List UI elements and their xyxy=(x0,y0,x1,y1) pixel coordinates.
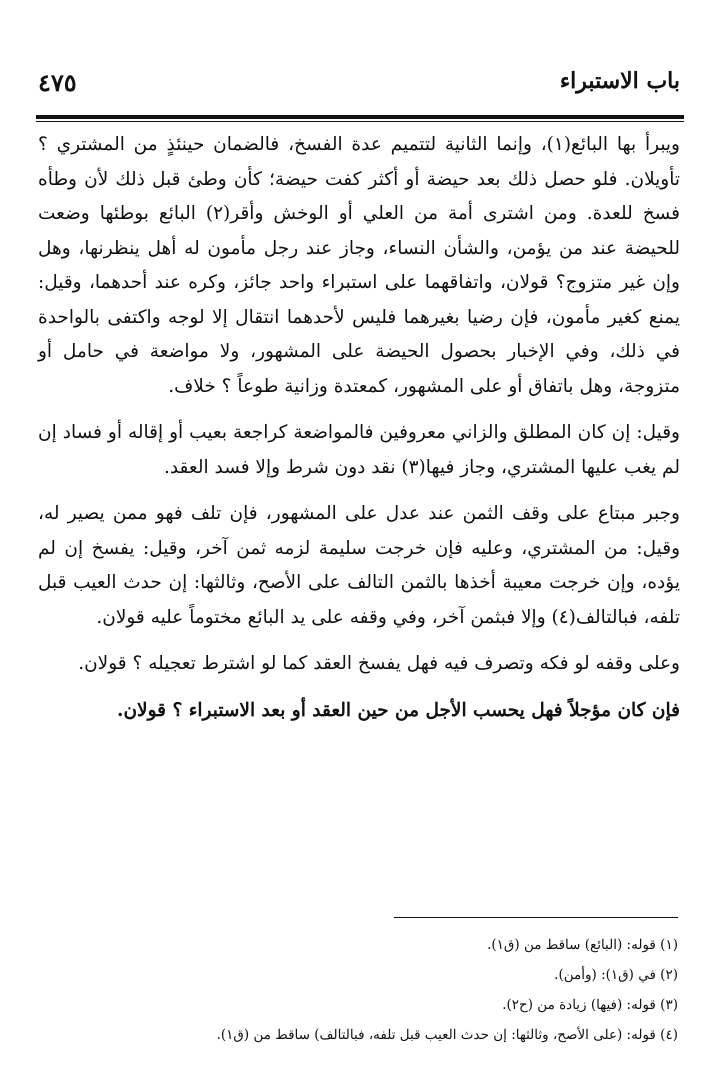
paragraph: وعلى وقفه لو فكه وتصرف فيه فهل يفسخ العقد كما لو اشترط تعجيله ؟ قولان. xyxy=(78,653,680,674)
header-rule xyxy=(36,115,684,119)
page-header xyxy=(38,68,680,108)
paragraph: وقيل: إن كان المطلق والزاني معروفين فالمواضعة كراجعة بعيب أو إقاله أو فساد إن لم يغب عليها المشتري، وجاز فيها(٣) نقد دون شرط وإلا فسد العقد. xyxy=(38,422,680,478)
paragraph: وجبر مبتاع على وقف الثمن عند عدل على المشهور، فإن تلف فهو ممن يصير له، وقيل: من المشتري، وعليه فإن خرجت سليمة لزمه ثمن آخر، وقيل: يفسخ إن لم يؤده، وإن خرجت معيبة أخذها بالثمن التالف على الأصح، وثالثها: إن حدث العيب قبل تلفه، فبالتالف(٤) وإلا فبثمن آخر، وفي وقفه على يد البائع مختوماً عليه قولان. xyxy=(38,503,680,628)
main-text xyxy=(38,128,680,728)
paragraph: ويبرأ بها البائع(١)، وإنما الثانية لتتميم عدة الفسخ، فالضمان حينئذٍ من المشتري ؟ تأويلان. فلو حصل ذلك بعد حيضة أو أكثر كفت حيضة؛ كأن وطئ قبل ذلك لأن وطأه فسخ للعدة. ومن اشترى أمة من العلي أو الوخش وأقر(٢) البائع بوطئها وضعت للحيضة عند من يؤمن، والشأن النساء، وجاز عند رجل مأمون له أهل ينظرنها، وهل وإن غير متزوج؟ قولان، واتفاقهما على استبراء واحد جائز، وكره عند أحدهما، وقيل: يمنع كغير مأمون، فإن رضيا بغيرهما فليس لأحدهما انتقال إلا لوجه واكتفى بالواحدة في ذلك، وفي الإخبار بحصول الحيضة على المشهور، ولا مواضعة في حامل أو متزوجة، وهل باتفاق أو على المشهور، كمعتدة وزانية طوعاً ؟ خلاف. xyxy=(38,134,681,397)
chapter-title: باب الاستبراء xyxy=(559,68,680,94)
paragraph: فإن كان مؤجلاً فهل يحسب الأجل من حين العقد أو بعد الاستبراء ؟ قولان. xyxy=(117,699,680,721)
footnotes xyxy=(36,930,678,1050)
page-number: ٤٧٥ xyxy=(38,68,77,97)
footnote: (١) قوله: (البائع) ساقط من (ق١). xyxy=(487,937,678,953)
footnote: (٣) قوله: (فيها) زيادة من (ح٢). xyxy=(502,997,678,1013)
footnote: (٤) قوله: (على الأصح، وثالثها: إن حدث العيب قبل تلفه، فبالتالف) ساقط من (ق١). xyxy=(216,1027,678,1043)
footnote: (٢) في (ق١): (وأمن). xyxy=(554,967,678,983)
footnote-separator xyxy=(394,917,678,918)
header-rule-thin xyxy=(36,121,684,122)
